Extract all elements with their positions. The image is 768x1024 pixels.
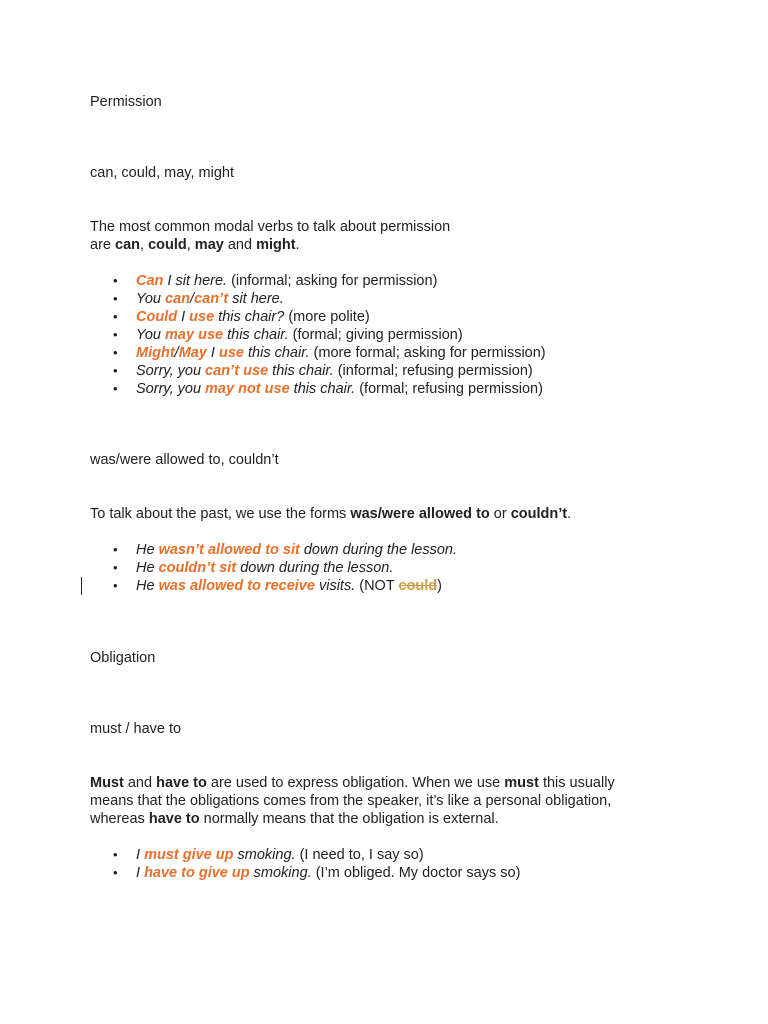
term-have-to: have to — [156, 775, 207, 791]
term-was-were-allowed-to: was/were allowed to — [350, 506, 490, 522]
list-item: • He wasn’t allowed to sit down during the lesson. — [90, 541, 457, 559]
list-item: • You can/can’t sit here. — [90, 290, 546, 308]
list-item: • He was allowed to receive visits. (NOT could) — [90, 577, 457, 595]
term-must: Must — [90, 775, 124, 791]
permission-examples-list — [90, 272, 546, 398]
list-item: • You may use this chair. (formal; giving permission) — [90, 326, 546, 344]
intro-line-1: The most common modal verbs to talk about permission — [90, 219, 451, 235]
list-item: • Can I sit here. (informal; asking for permission) — [90, 272, 546, 290]
term-might: might — [256, 237, 296, 253]
subheading-was-were-allowed-to: was/were allowed to, couldn’t — [90, 452, 279, 468]
subheading-can-could-may-might: can, could, may, might — [90, 165, 234, 181]
subheading-must-have-to: must / have to — [90, 721, 182, 737]
list-item: • Could I use this chair? (more polite) — [90, 308, 546, 326]
list-item: • He couldn’t sit down during the lesson. — [90, 559, 457, 577]
section-heading-permission: Permission — [90, 94, 162, 110]
past-intro-paragraph: To talk about the past, we use the forms was/were allowed to or couldn’t. — [90, 506, 572, 522]
section-heading-obligation: Obligation — [90, 650, 156, 666]
term-could: could — [148, 237, 187, 253]
list-item: • I have to give up smoking. (I’m obliged. My doctor says so) — [90, 864, 520, 882]
obligation-intro-paragraph: Must and have to are used to express obligation. When we use must this usually means that the obligations comes from the speaker, it’s like a personal obligation, whereas have to normally means that the obligation is external. — [90, 775, 615, 827]
list-item: • I must give up smoking. (I need to, I say so) — [90, 846, 520, 864]
term-must: must — [504, 775, 539, 791]
term-couldnt: couldn’t — [510, 506, 568, 522]
term-may: may — [194, 237, 224, 253]
list-item: • Sorry, you can’t use this chair. (informal; refusing permission) — [90, 362, 546, 380]
list-item: • Sorry, you may not use this chair. (formal; refusing permission) — [90, 380, 546, 398]
term-can: can — [115, 237, 140, 253]
obligation-examples-list — [90, 846, 520, 882]
struck-word-could: could — [398, 578, 438, 594]
text-cursor — [81, 577, 82, 595]
term-have-to: have to — [148, 811, 200, 827]
past-examples-list — [90, 541, 457, 595]
list-item: • Might/May I use this chair. (more formal; asking for permission) — [90, 344, 546, 362]
permission-intro-paragraph: The most common modal verbs to talk about permission are can, could, may and might. — [90, 219, 451, 253]
